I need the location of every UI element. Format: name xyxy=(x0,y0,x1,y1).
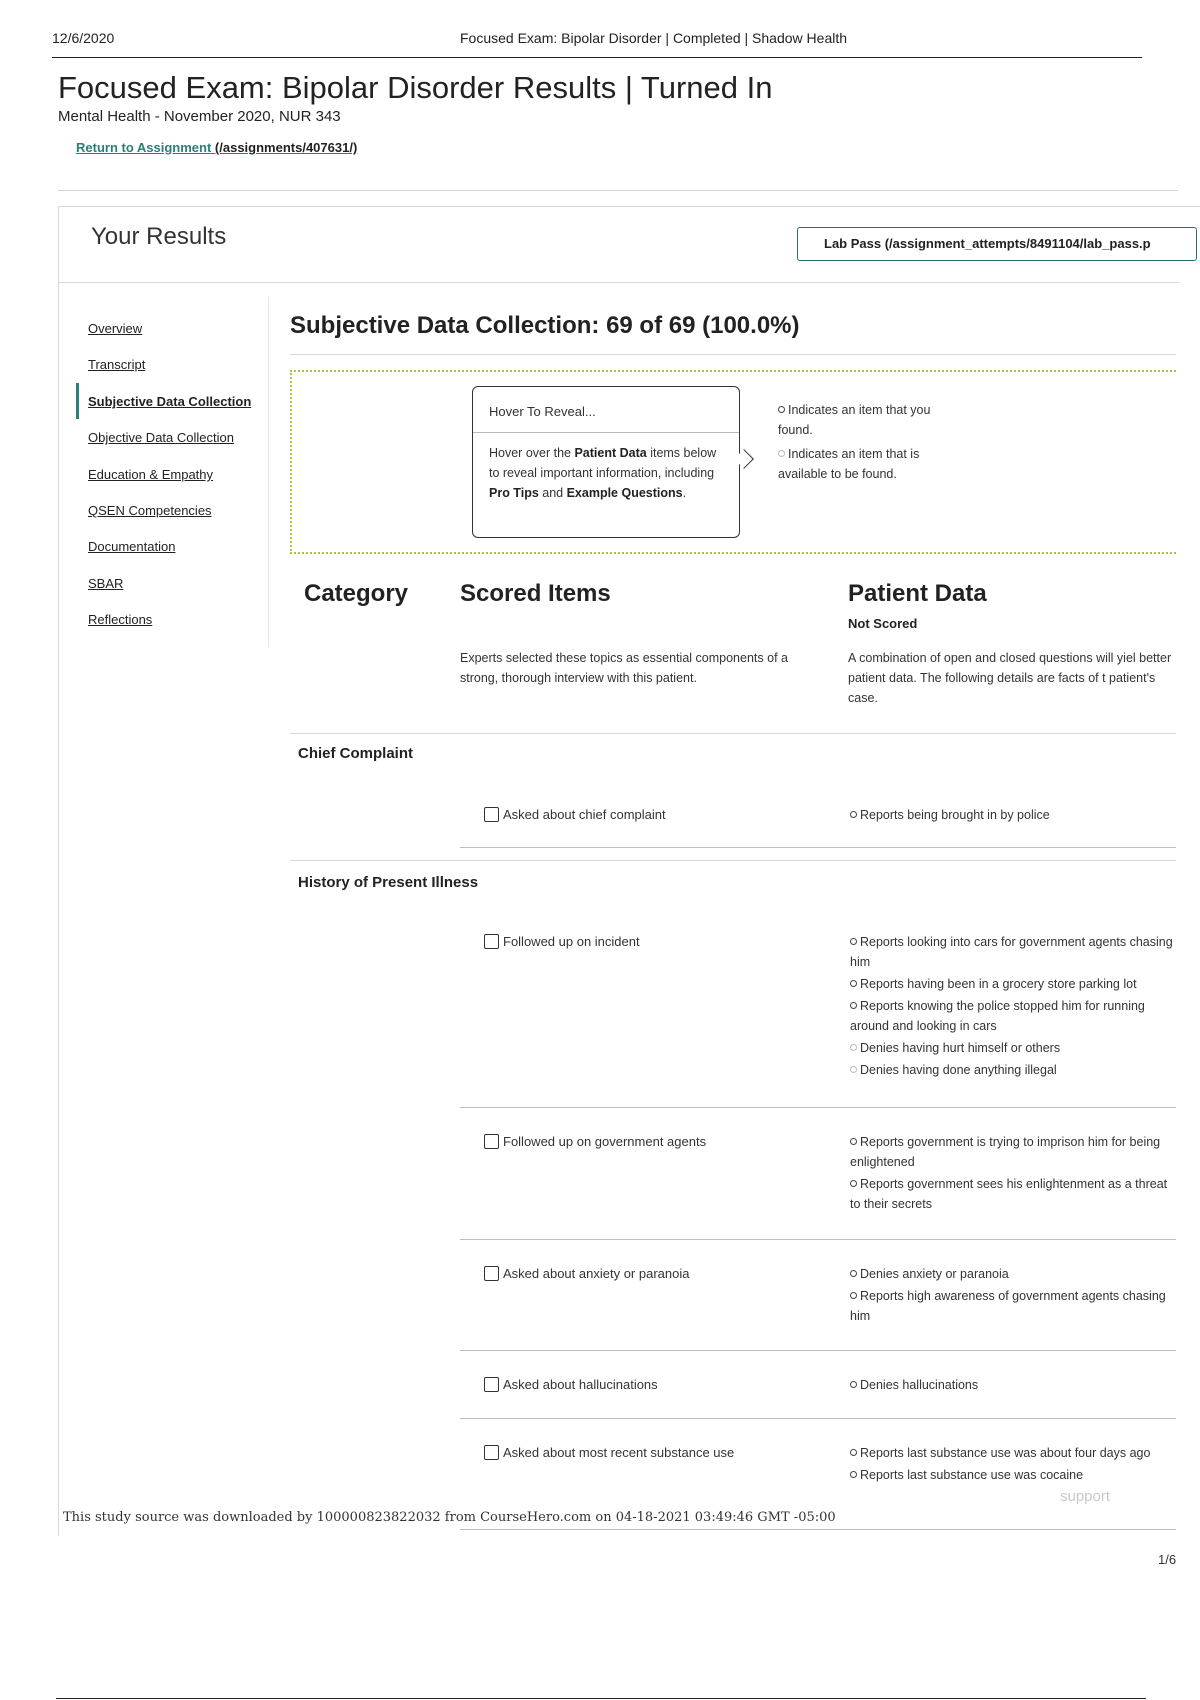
download-source-line: This study source was downloaded by 100000823822032 from CourseHero.com on 04-18-2021 03:49:46 GMT -05:00 xyxy=(63,1510,836,1525)
divider xyxy=(290,733,1176,734)
sidebar-item-qsen-competencies[interactable]: QSEN Competencies xyxy=(88,503,212,518)
divider xyxy=(460,1529,1176,1530)
patient-data-item[interactable]: Reports knowing the police stopped him for running around and looking in cars xyxy=(850,999,1145,1033)
print-title: Focused Exam: Bipolar Disorder | Completed | Shadow Health xyxy=(460,30,848,46)
patient-data-item[interactable]: Reports having been in a grocery store parking lot xyxy=(850,974,1180,994)
scored-item: Followed up on incident xyxy=(484,934,640,949)
column-category: Category xyxy=(304,580,409,607)
scored-item: Asked about hallucinations xyxy=(484,1377,658,1392)
available-dot-icon xyxy=(778,450,785,457)
sidebar-item-sbar[interactable]: SBAR xyxy=(88,576,124,591)
sidebar-item-subjective-data-collection[interactable]: Subjective Data Collection xyxy=(88,394,252,409)
patient-data-item[interactable]: Reports high awareness of government agents chasing him xyxy=(850,1289,1166,1323)
patient-data-item[interactable]: Reports last substance use was about four days ago xyxy=(850,1443,1180,1463)
sidebar-item-objective-data-collection[interactable]: Objective Data Collection xyxy=(88,430,234,445)
sidebar-nav xyxy=(59,297,269,647)
legend-found: Indicates an item that you found. xyxy=(778,403,931,437)
patient-data-item[interactable]: Denies having done anything illegal xyxy=(850,1060,1180,1080)
sidebar-item-overview[interactable]: Overview xyxy=(88,321,143,336)
checkbox-icon xyxy=(484,1266,499,1281)
print-header xyxy=(52,30,1142,58)
scored-item: Asked about anxiety or paranoia xyxy=(484,1266,689,1281)
lab-pass-button[interactable]: Lab Pass (/assignment_attempts/8491104/lab_pass.p xyxy=(797,227,1197,261)
patient-data-list xyxy=(850,1375,1180,1397)
section-title: Subjective Data Collection: 69 of 69 (100.0%) xyxy=(290,312,800,339)
not-scored-label: Not Scored xyxy=(848,616,918,631)
scored-item: Followed up on government agents xyxy=(484,1134,706,1149)
hover-card-title: Hover To Reveal... xyxy=(489,404,596,419)
support-widget[interactable]: support xyxy=(1060,1488,1111,1505)
page-title: Focused Exam: Bipolar Disorder Results | Turned In xyxy=(58,70,773,105)
patient-data-list xyxy=(850,1443,1180,1487)
checkbox-icon xyxy=(484,1445,499,1460)
hover-to-reveal-card xyxy=(472,386,740,538)
scored-item: Asked about chief complaint xyxy=(484,807,666,822)
divider xyxy=(460,1418,1176,1419)
active-indicator xyxy=(76,383,79,419)
patient-data-list xyxy=(850,1132,1180,1216)
patient-data-item[interactable]: Denies hallucinations xyxy=(850,1375,1180,1395)
patient-data-item[interactable]: Denies anxiety or paranoia xyxy=(850,1264,1180,1284)
legend-available: Indicates an item that is available to be found. xyxy=(778,447,920,481)
hover-card-body: Hover over the Patient Data items below to reveal important information, including Pro Tips and Example Questions. xyxy=(489,446,717,500)
divider xyxy=(460,1239,1176,1240)
scored-item: Asked about most recent substance use xyxy=(484,1445,734,1460)
divider xyxy=(460,1350,1176,1351)
patient-data-list xyxy=(850,932,1180,1082)
sidebar-item-education-empathy[interactable]: Education & Empathy xyxy=(88,467,214,482)
patient-data-list xyxy=(850,805,1180,827)
page-number: 1/6 xyxy=(1158,1552,1177,1567)
checkbox-icon xyxy=(484,1134,499,1149)
found-dot-icon xyxy=(778,406,785,413)
sidebar-item-documentation[interactable]: Documentation xyxy=(88,539,176,554)
category-history-of-present-illness: History of Present Illness xyxy=(298,874,479,891)
divider xyxy=(56,1698,1146,1699)
divider xyxy=(59,282,1179,283)
column-patient-data: Patient Data xyxy=(848,580,987,607)
sidebar-item-reflections[interactable]: Reflections xyxy=(88,612,153,627)
return-link-label: Return to Assignment xyxy=(76,140,212,155)
page-subtitle: Mental Health - November 2020, NUR 343 xyxy=(58,108,341,125)
divider xyxy=(290,354,1176,355)
category-chief-complaint: Chief Complaint xyxy=(298,745,413,762)
divider xyxy=(290,860,1176,861)
patient-data-item[interactable]: Reports government is trying to imprison him for being enlightened xyxy=(850,1135,1161,1169)
checkbox-icon xyxy=(484,807,499,822)
scored-items-description: Experts selected these topics as essential components of a strong, thorough interview with this patient. xyxy=(460,651,788,685)
patient-data-item[interactable]: Reports looking into cars for government agents chasing him xyxy=(850,935,1173,969)
patient-data-item[interactable]: Reports being brought in by police xyxy=(850,805,1180,825)
results-heading: Your Results xyxy=(91,223,227,250)
sidebar-item-transcript[interactable]: Transcript xyxy=(88,357,146,372)
patient-data-item[interactable]: Reports government sees his enlightenment as a threat to their secrets xyxy=(850,1177,1168,1211)
divider xyxy=(460,1107,1176,1108)
patient-data-list xyxy=(850,1264,1180,1328)
print-date: 12/6/2020 xyxy=(52,30,115,46)
divider xyxy=(473,432,739,433)
patient-data-item[interactable]: Denies having hurt himself or others xyxy=(850,1038,1180,1058)
return-link-path: (/assignments/407631/) xyxy=(211,140,358,155)
divider xyxy=(460,847,1176,848)
checkbox-icon xyxy=(484,934,499,949)
patient-data-description: A combination of open and closed questions will yiel better patient data. The following details are facts of t patient's case. xyxy=(848,651,1172,705)
column-scored-items: Scored Items xyxy=(460,580,611,607)
checkbox-icon xyxy=(484,1377,499,1392)
patient-data-item[interactable]: Reports last substance use was cocaine xyxy=(850,1465,1180,1485)
return-to-assignment-link[interactable] xyxy=(76,140,357,155)
divider xyxy=(58,190,1178,191)
